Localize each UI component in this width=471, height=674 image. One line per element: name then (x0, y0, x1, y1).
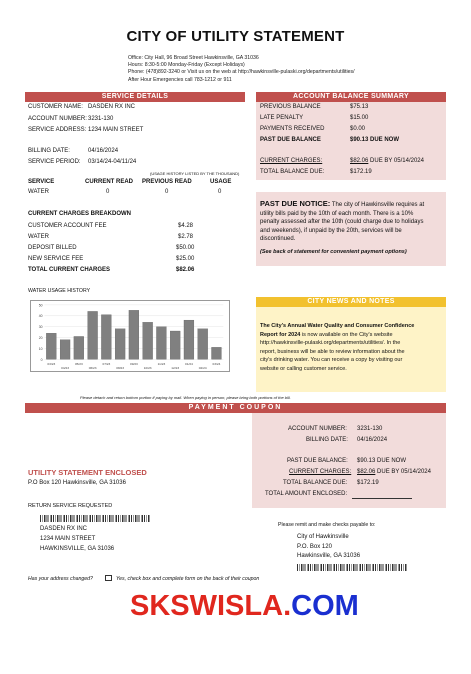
amount-enclosed-input[interactable] (352, 498, 412, 499)
total-charges-value: $82.06 (176, 267, 195, 273)
chart-y-tick-label: 0 (40, 357, 43, 362)
service-period-label: SERVICE PERIOD: (28, 159, 81, 165)
chart-x-tick-label: 01/24 (185, 362, 193, 367)
chart-x-tick-label: 02/24 (198, 366, 207, 371)
city-news-header: CITY NEWS AND NOTES (256, 297, 446, 307)
remit-label: Please remit and make checks payable to: (278, 522, 376, 528)
chart-title: WATER USAGE HISTORY (28, 288, 91, 294)
coupon-past-due-label: PAST DUE BALANCE: (287, 458, 348, 464)
chart-x-tick-label: 03/23 (47, 362, 56, 367)
account-summary-header: ACCOUNT BALANCE SUMMARY (256, 92, 446, 102)
charge-value: $25.00 (176, 256, 195, 262)
current-charges-due: DUE BY 05/14/2024 (370, 158, 424, 164)
amount-enclosed-label: TOTAL AMOUNT ENCLOSED: (265, 491, 348, 497)
chart-bar (156, 327, 166, 360)
chart-bar (46, 333, 56, 359)
total-due: $172.19 (350, 169, 372, 175)
news-line: http://hawkinsville-pulaski.org/departments/utilities/. In the (260, 340, 401, 346)
remit-barcode (297, 564, 407, 571)
news-bold-line: The City's Annual Water Quality and Consumer Confidence (260, 323, 415, 329)
enclosed-address: P.O Box 120 Hawkinsville, GA 31036 (28, 480, 126, 486)
chart-bar (184, 320, 194, 359)
chart-bar (198, 329, 208, 359)
chart-y-tick-label: 50 (38, 303, 43, 308)
previous-balance-label: PREVIOUS BALANCE (260, 104, 321, 110)
current-charges-label: CURRENT CHARGES: (260, 158, 323, 164)
chart-x-tick-label: 04/23 (61, 366, 69, 371)
coupon-current-charges-amount: $82.06 (357, 469, 376, 475)
return-requested: RETURN SERVICE REQUESTED (28, 503, 113, 509)
chart-x-tick-label: 11/23 (157, 362, 166, 367)
coupon-billing-date: 04/16/2024 (357, 437, 388, 443)
service-address: 1234 MAIN STREET (88, 127, 144, 133)
notice-line: discontinued. (260, 236, 296, 242)
usage-row-previous: 0 (165, 189, 169, 195)
detach-note: Please detach and return bottom portion if paying by mail. When paying in person, please bring both portions of the bill. (80, 395, 291, 400)
coupon-billing-date-label: BILLING DATE: (306, 437, 348, 443)
col-service: SERVICE (28, 179, 55, 185)
mail-to-line: 1234 MAIN STREET (40, 536, 96, 542)
charge-value: $50.00 (176, 245, 195, 251)
chart-y-tick-label: 40 (38, 314, 43, 319)
chart-bar (143, 322, 153, 359)
office-hours: Hours: 8:30-5:00 Monday-Friday (Except Holidays) (128, 62, 245, 69)
payment-coupon-header: PAYMENT COUPON (25, 403, 446, 413)
remit-line: P.O. Box 120 (297, 544, 332, 550)
current-charges-amount: $82.06 (350, 158, 369, 164)
chart-bar (129, 310, 139, 359)
watermark-dot: . (283, 590, 292, 622)
address-changed-hint: Yes, check box and complete form on the back of their coupon (116, 576, 260, 582)
chart-y-tick-label: 20 (38, 336, 43, 341)
chart-bar (60, 340, 70, 360)
city-news-body (260, 322, 444, 373)
chart-bar (170, 331, 180, 359)
chart-x-tick-label: 08/23 (116, 366, 125, 371)
payments: $0.00 (350, 126, 366, 132)
account-number: 3231-130 (88, 116, 114, 122)
chart-bar (74, 336, 84, 359)
coupon-past-due: $90.13 DUE NOW (357, 458, 407, 464)
news-line: website or calling customer service. (260, 365, 347, 372)
charge-value: $4.28 (178, 223, 194, 229)
total-due-label: TOTAL BALANCE DUE: (260, 169, 325, 175)
news-line: city's drinking water. You can receive a copy by visiting our (260, 357, 403, 363)
office-phone: Phone: (478)892-3240 or Visit us on the web at http://hawkinsville-pulaski.org/departments/utilities/ (128, 69, 355, 76)
service-period: 03/14/24-04/11/24 (88, 159, 137, 165)
charge-value: $2.78 (178, 234, 194, 240)
late-penalty: $15.00 (350, 115, 369, 121)
col-usage: USAGE (210, 179, 232, 185)
watermark-part2: COM (291, 590, 359, 622)
news-line: report, business will be able to review information about the (260, 348, 405, 355)
office-info (128, 55, 355, 84)
coupon-current-charges-label: CURRENT CHARGES: (289, 469, 352, 475)
notice-line: and weekends), if unpaid by the 20th, services will be (260, 227, 402, 234)
coupon-total-due-label: TOTAL BALANCE DUE: (283, 480, 348, 486)
enclosed-heading: UTILITY STATEMENT ENCLOSED (28, 468, 147, 477)
billing-date: 04/16/2024 (88, 148, 119, 154)
charges-header: CURRENT CHARGES BREAKDOWN (28, 211, 131, 217)
service-details-header: SERVICE DETAILS (25, 92, 245, 102)
chart-bar (101, 315, 111, 360)
col-previous-read: PREVIOUS READ (142, 179, 192, 185)
chart-x-tick-label: 12/23 (171, 366, 180, 371)
chart-x-tick-label: 07/23 (102, 362, 111, 367)
past-due-label: PAST DUE BALANCE (260, 137, 321, 143)
coupon-account-label: ACCOUNT NUMBER: (288, 426, 347, 432)
mail-to-line: DASDEN RX INC (40, 526, 88, 532)
address-changed-checkbox[interactable] (105, 575, 112, 581)
notice-footnote: (See back of statement for convenient payment options) (260, 248, 407, 255)
chart-x-tick-label: 05/23 (74, 362, 83, 367)
chart-y-tick-label: 10 (38, 346, 43, 351)
remit-line: Hawkinsville, GA 31036 (297, 553, 361, 559)
notice-line: penalty assessed after the 10th (could charge due to holidays (260, 219, 424, 225)
past-due-notice (260, 200, 444, 256)
notice-line: The city of Hawkinsville requires at (330, 202, 425, 208)
news-line: is now available on the City's website (300, 331, 393, 338)
charge-label: WATER (28, 234, 49, 240)
watermark-logo (130, 590, 359, 623)
remit-line: City of Hawkinsville (297, 534, 349, 540)
emergency-line: After Hour Emergencies call 783-1212 or 911 (128, 76, 232, 83)
office-address: Office: City Hall, 96 Broad Street Hawkinsville, GA 31036 (128, 55, 259, 61)
notice-line: utility bills paid by the 10th of each month. There is a 10% (260, 210, 414, 217)
charge-label: DEPOSIT BILLED (28, 245, 77, 251)
water-usage-chart (30, 300, 230, 372)
address-changed-label: Has your address changed? (28, 576, 93, 582)
chart-y-tick-label: 30 (38, 325, 43, 330)
usage-row-service: WATER (28, 189, 49, 195)
coupon-current-charges-due: DUE BY 05/14/2024 (377, 469, 431, 475)
chart-bar (211, 347, 221, 359)
total-charges-label: TOTAL CURRENT CHARGES (28, 267, 111, 273)
charge-label: NEW SERVICE FEE (28, 256, 84, 262)
news-bold-line: Report for 2024 (260, 331, 301, 338)
charge-label: CUSTOMER ACCOUNT FEE (28, 223, 107, 229)
chart-x-tick-label: 03/24 (212, 362, 221, 367)
billing-date-label: BILLING DATE: (28, 148, 70, 154)
previous-balance: $75.13 (350, 104, 369, 110)
chart-x-tick-label: 10/23 (143, 366, 152, 371)
past-due: $90.13 DUE NOW (350, 137, 400, 143)
usage-row-current: 0 (106, 189, 110, 195)
customer-name-label: CUSTOMER NAME: (28, 104, 83, 110)
notice-heading: PAST DUE NOTICE: (260, 199, 331, 208)
col-current-read: CURRENT READ (85, 179, 133, 185)
account-number-label: ACCOUNT NUMBER: (28, 116, 87, 122)
service-address-label: SERVICE ADDRESS: (28, 127, 87, 133)
payments-label: PAYMENTS RECEIVED (260, 126, 325, 132)
customer-name: DASDEN RX INC (88, 104, 136, 110)
usage-row-usage: 0 (218, 189, 222, 195)
mail-barcode (40, 515, 150, 522)
chart-bar (115, 329, 125, 359)
mail-to-line: HAWKINSVILLE, GA 31036 (40, 546, 115, 552)
chart-bar (88, 311, 98, 359)
chart-x-tick-label: 06/23 (88, 366, 97, 371)
coupon-total-due: $172.19 (357, 480, 379, 486)
late-penalty-label: LATE PENALTY (260, 115, 304, 121)
chart-x-tick-label: 09/23 (129, 362, 138, 367)
statement-title: CITY OF UTILITY STATEMENT (126, 28, 345, 45)
watermark-part1: SKSWISLA (130, 590, 284, 622)
usage-note: (USAGE HISTORY LISTED BY THE THOUSAND) (150, 171, 240, 176)
coupon-account-number: 3231-130 (357, 426, 383, 432)
